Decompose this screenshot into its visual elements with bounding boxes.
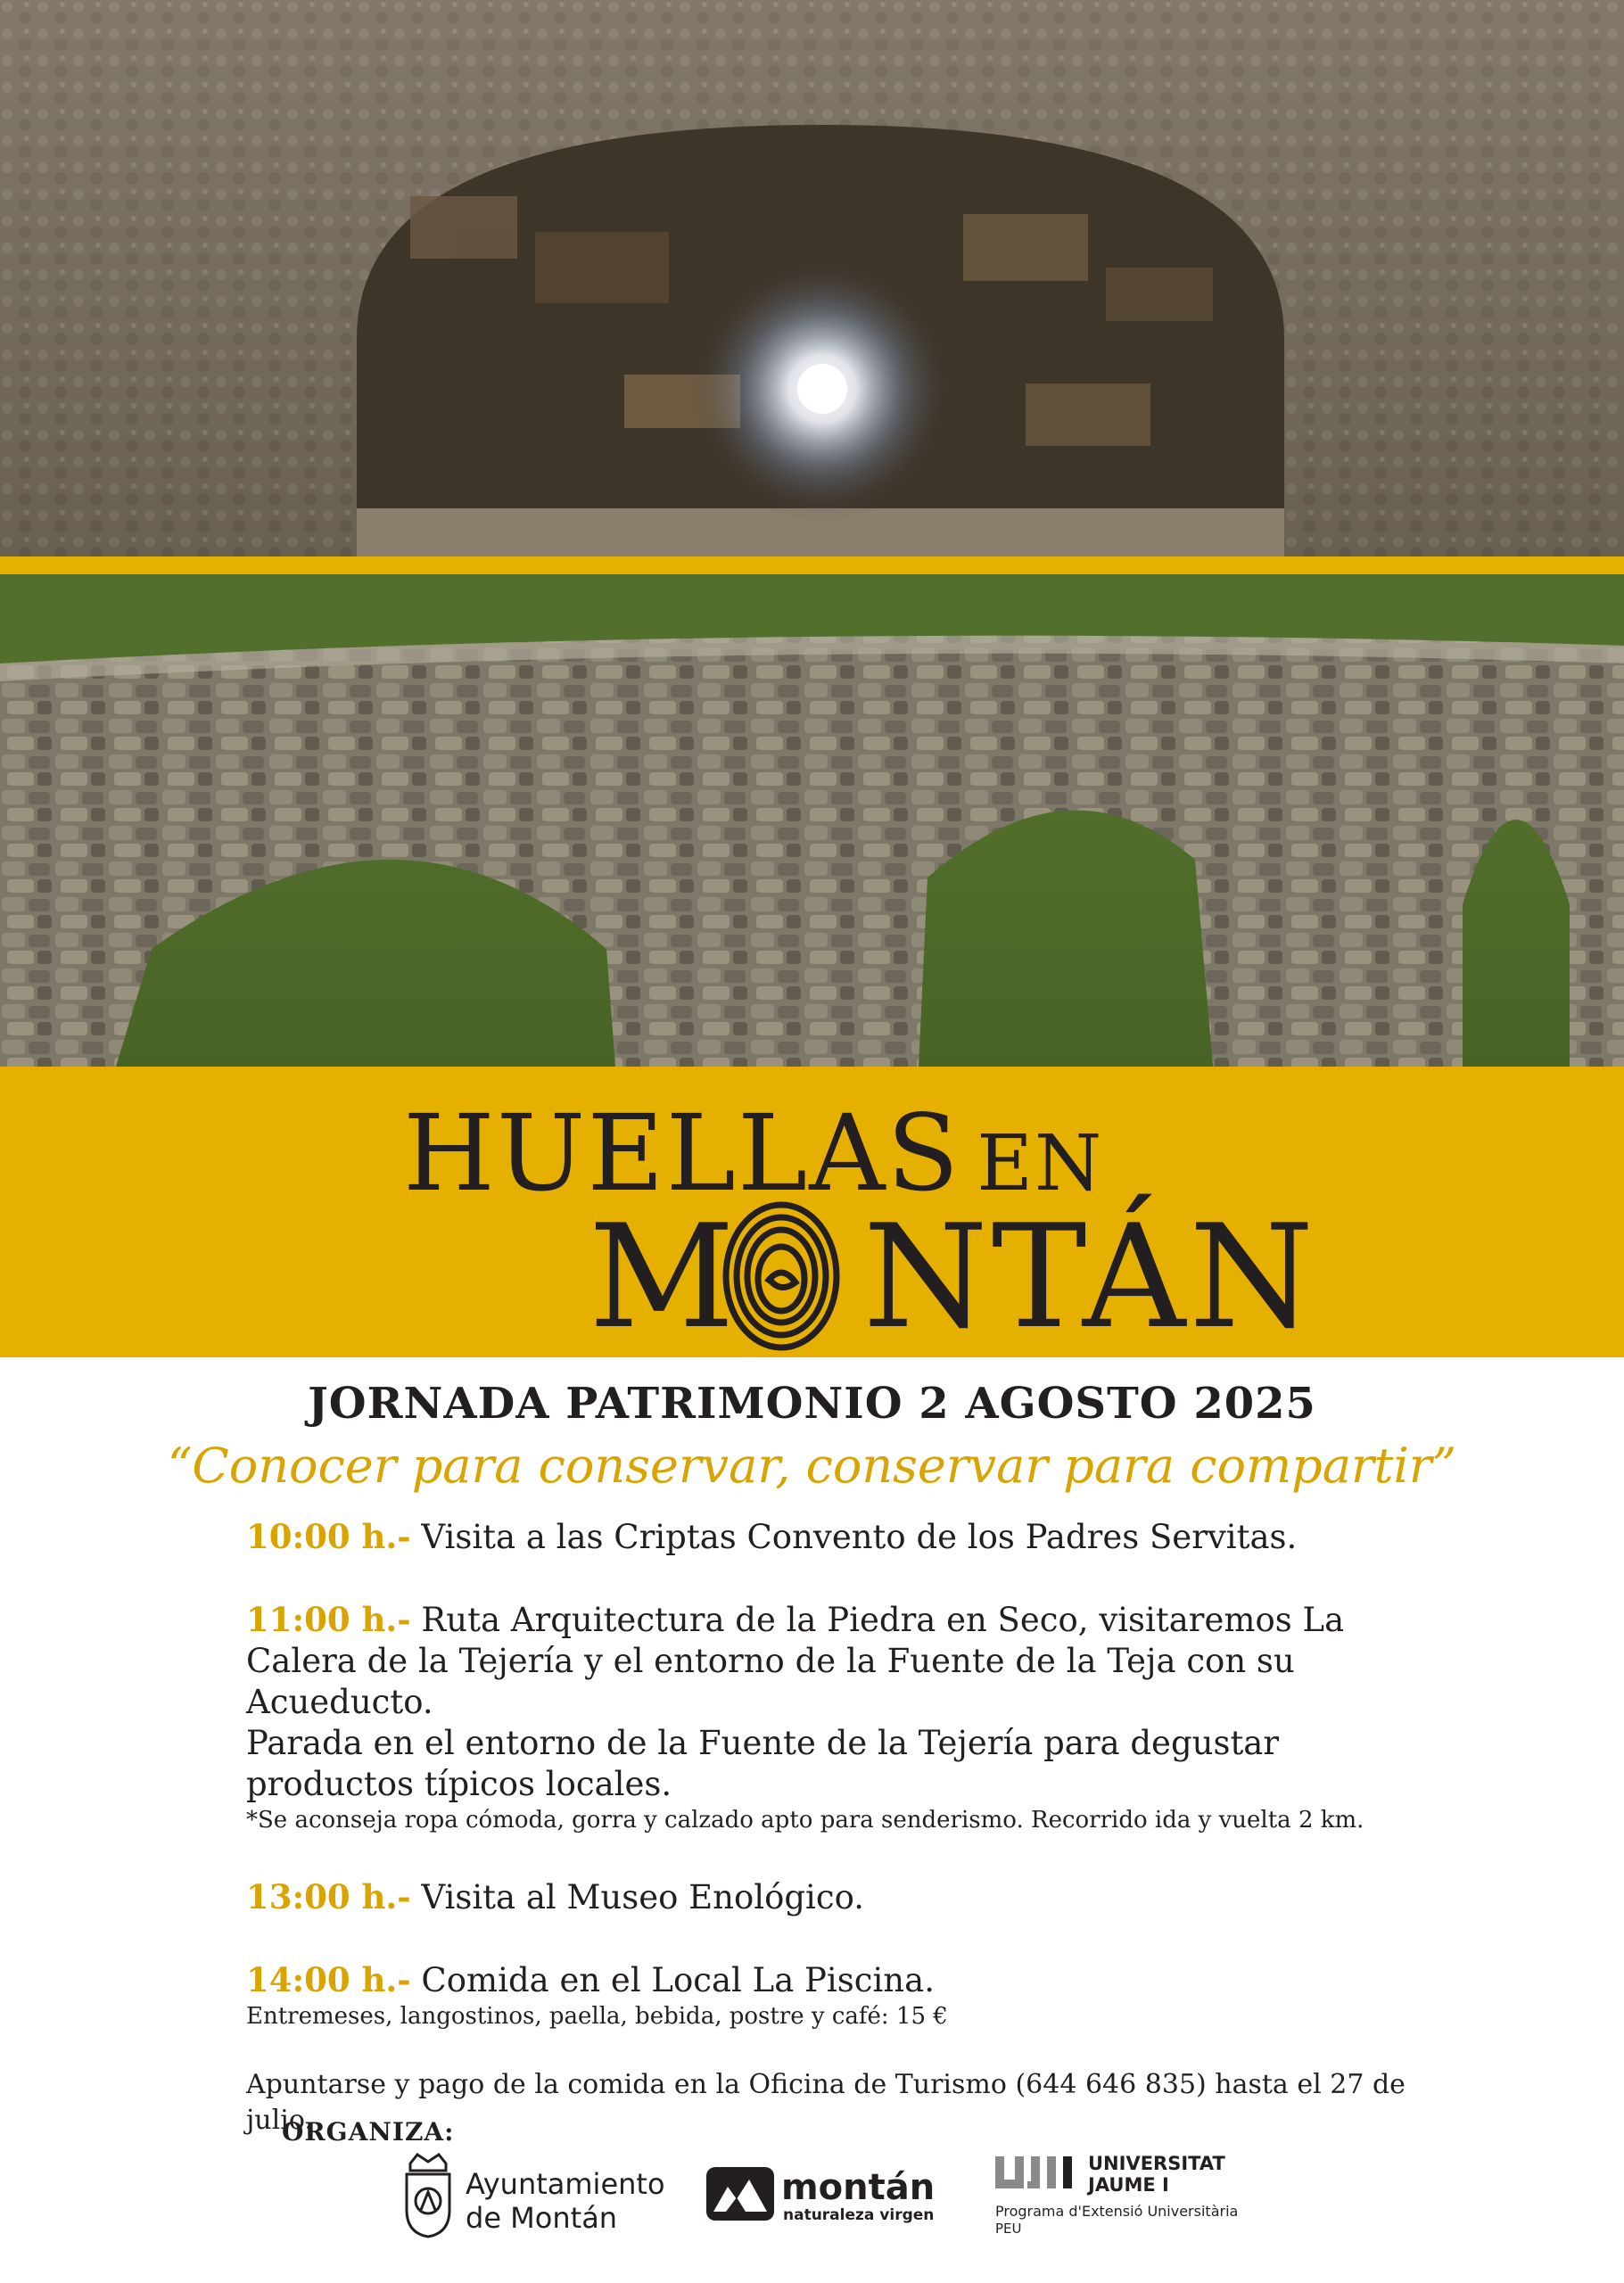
organizers-label: ORGANIZA: bbox=[282, 2117, 455, 2147]
uji-mark-icon bbox=[995, 2153, 1081, 2192]
fingerprint-icon bbox=[721, 1200, 842, 1352]
ayuntamiento-line1: Ayuntamiento bbox=[466, 2167, 665, 2201]
program-item bbox=[246, 1959, 1406, 2001]
ayuntamiento-logo bbox=[401, 2151, 669, 2240]
program-item bbox=[246, 1516, 1406, 1558]
program-note: Entremeses, langostinos, paella, bebida, postre y café: 15 € bbox=[246, 2003, 948, 2030]
program-text: Visita a las Criptas Convento de los Padres Servitas. bbox=[410, 1518, 1298, 1556]
program-list bbox=[246, 1516, 1406, 2139]
title-band bbox=[0, 1067, 1624, 1360]
uji-line1: UNIVERSITAT bbox=[1088, 2153, 1225, 2174]
program-text: Visita al Museo Enológico. bbox=[410, 1878, 864, 1916]
uji-name bbox=[1088, 2153, 1225, 2196]
ayuntamiento-line2: de Montán bbox=[466, 2201, 618, 2235]
uji-line2: JAUME I bbox=[1088, 2174, 1169, 2196]
divider-stripe bbox=[0, 556, 1624, 574]
title-word-huellas: HUELLAS bbox=[403, 1092, 961, 1215]
montan-tagline: naturaleza virgen bbox=[783, 2206, 935, 2224]
program-note: *Se aconseja ropa cómoda, gorra y calzado apto para senderismo. Recorrido ida y vuelta 2 km. bbox=[246, 1807, 1364, 1834]
program-time: 11:00 h.- bbox=[246, 1600, 411, 1639]
program-time: 13:00 h.- bbox=[246, 1877, 411, 1916]
montan-name: montán bbox=[781, 2167, 936, 2208]
event-heading: JORNADA PATRIMONIO 2 AGOSTO 2025 bbox=[308, 1379, 1316, 1429]
title-word-en: EN bbox=[977, 1119, 1104, 1208]
ayuntamiento-name bbox=[466, 2167, 665, 2235]
program-text: Ruta Arquitectura de la Piedra en Seco, visitaremos La Calera de la Tejería y el entorno de la Fuente de la Teja con su Acueducto. bbox=[246, 1601, 1345, 1721]
crypt-vault-photo bbox=[0, 0, 1624, 556]
title-montan bbox=[589, 1193, 1317, 1360]
title-letter-m: M bbox=[589, 1193, 738, 1360]
uji-logo bbox=[995, 2153, 1245, 2251]
program-time: 14:00 h.- bbox=[246, 1960, 411, 1999]
title-letters-ntan: NTÁN bbox=[862, 1193, 1318, 1360]
signup-note: Apuntarse y pago de la comida en la Oficina de Turismo (644 646 835) hasta el 27 de julio. bbox=[246, 2069, 1406, 2136]
event-slogan: “Conocer para conservar, conservar para compartir” bbox=[167, 1438, 1457, 1494]
montan-logo bbox=[706, 2167, 938, 2229]
uji-program: Programa d'Extensió Universitària bbox=[995, 2203, 1239, 2220]
program-time: 10:00 h.- bbox=[246, 1517, 411, 1556]
program-item bbox=[246, 1876, 1406, 1918]
program-item bbox=[246, 1599, 1406, 1723]
uji-peu: PEU bbox=[995, 2221, 1022, 2237]
mountain-icon bbox=[706, 2167, 774, 2221]
program-extra: Parada en el entorno de la Fuente de la Tejería para degustar productos típicos locales. bbox=[246, 1724, 1280, 1803]
aqueduct-photo bbox=[0, 574, 1624, 1067]
program-text: Comida en el Local La Piscina. bbox=[410, 1961, 935, 1999]
coat-of-arms-icon bbox=[401, 2151, 455, 2240]
